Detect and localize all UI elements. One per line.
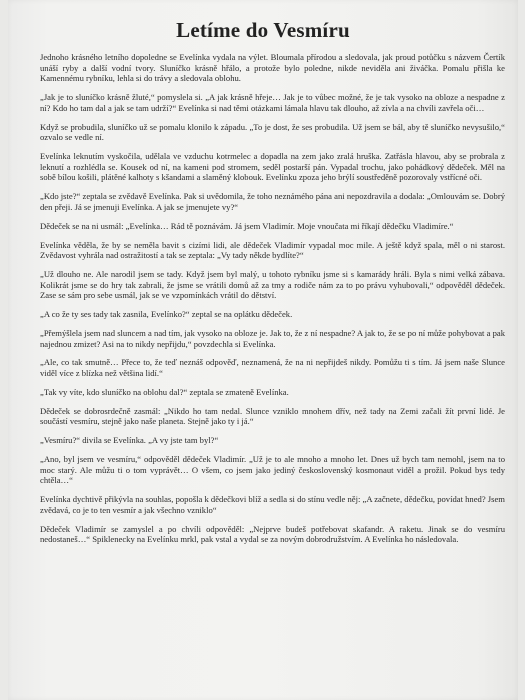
- paragraph: „Ano, byl jsem ve vesmíru,“ odpověděl dědeček Vladimír. „Už je to ale mnoho a mnoho let. Dnes už bych tam nemohl, jsem na to moc starý. Ale můžu ti o tom vyprávět… O všem, co jsem jako jediný československý kosmonaut viděl a prožil. Pokud bys tedy chtěla…“: [40, 454, 505, 486]
- page-sheet: [8, 0, 518, 700]
- paragraph: „Tak vy víte, kdo sluníčko na oblohu dal?“ zeptala se zmateně Evelínka.: [40, 386, 289, 397]
- story-body: [40, 52, 505, 553]
- paragraph: „Vesmíru?“ divila se Evelínka. „A vy jste tam byl?“: [40, 435, 219, 446]
- paragraph: Dědeček se na ni usmál: „Evelínka… Rád tě poznávám. Já jsem Vladimír. Moje vnoučata mi říkají dědečku Vladimíre.“: [40, 220, 454, 231]
- paragraph: „Přemýšlela jsem nad sluncem a nad tím, jak vysoko na obloze je. Jak to, že z ní nespadne? A jak to, že se po ní může pohybovat a pak najednou zmizet? Asi na to nikdy nepřijdu,“ povzdechla si Evelínka.: [40, 327, 505, 349]
- paragraph: „Už dlouho ne. Ale narodil jsem se tady. Když jsem byl malý, u tohoto rybníku jsme si s kamarády hráli. Byla s nimi velká zábava. Kolikrát jsme se do hry tak zabrali, že jsme se vrátili domů až za tmy a rodiče nám za to po právu vyhubovali,“ odpověděl dědeček. Zase se sám pro sebe usmál, jak se ve vzpomínkách vrátil do dětství.: [40, 268, 505, 301]
- paragraph: „Jak je to sluníčko krásně žluté,“ pomyslela si. „A jak krásně hřeje… Jak je to vůbec možné, že je tak vysoko na obloze a nespadne z ní? Kdo ho tam dal a jak se tam udrží?“ Evelínka si nad těmi otázkami lámala hlavu tak dlouho, až zívla a na chvíli zavřela oči…: [40, 92, 505, 113]
- paragraph: Jednoho krásného letního dopoledne se Evelínka vydala na výlet. Bloumala přírodou a sledovala, jak proud potůčku s názvem Čertík unáší ryby a další vodní tvory. Sluníčko krásně hřálo, a protože bylo poledne, nikde neviděla ani živáčka. Pomalu přišla ke Kamennému rybníku, lehla si do trávy a sledovala oblohu.: [40, 52, 505, 84]
- paragraph: Evelínka leknutím vyskočila, udělala ve vzduchu kotrmelec a dopadla na zem jako zralá hruška. Zatřásla hlavou, aby se probrala z leknutí a rozhlédla se. Kousek od ní, na kameni pod stromem, seděl postarší pán. Vypadal trochu, jako pohádkový dědeček. Měl na sobě bílou košili, plátěné kalhoty s kšandami a slaměný klobouk. Evelínku zpoza jeho brýlí soustředěně pozorovaly vstřícné oči.: [40, 151, 505, 183]
- paragraph: Když se probudila, sluníčko už se pomalu klonilo k západu. „To je dost, že ses probudila. Už jsem se bál, aby tě sluníčko nevysušilo,“ ozvalo se vedle ní.: [40, 121, 505, 143]
- paragraph: Evelínka věděla, že by se neměla bavit s cizími lidi, ale dědeček Vladimír vypadal moc mile. A ještě když spala, měl o ni starost. Zvědavost vyhrála nad ostražitostí a tak se zeptala: „Vy tady někde bydlíte?“: [40, 239, 505, 261]
- paragraph: „Kdo jste?“ zeptala se zvědavě Evelínka. Pak si uvědomila, že toho neznámého pána ani nepozdravila a dodala: „Omlouvám se. Dobrý den přeji. Já se jmenuji Evelínka. A jak se jmenujete vy?“: [40, 191, 505, 212]
- paragraph: „Ale, co tak smutně… Přece to, že teď neznáš odpověď, neznamená, že na ni nepřijdeš nikdy. Pomůžu ti s tím. Já jsem naše Slunce viděl více z blízka než většina lidí.“: [40, 357, 505, 379]
- paragraph: Evelínka dychtivě přikývla na souhlas, popošla k dědečkovi blíž a sedla si do stínu vedle něj: „A začnete, dědečku, povídat hned? Jsem zvědavá, co je to ten vesmír a jak všechno vzniklo“: [40, 494, 505, 515]
- paragraph: Dědeček Vladimír se zamyslel a po chvíli odpověděl: „Nejprve budeš potřebovat skafandr. A raketu. Jinak se do vesmíru nedostaneš…“ Spiklenecky na Evelínku mrkl, pak vstal a vydal se za novým dobrodružstvím. A Evelínka ho následovala.: [40, 523, 505, 545]
- paragraph: „A co že ty ses tady tak zasnila, Evelínko?“ zeptal se na oplátku dědeček.: [40, 309, 293, 320]
- page-title: Letíme do Vesmíru: [176, 18, 350, 42]
- paragraph: Dědeček se dobrosrdečně zasmál: „Nikdo ho tam nedal. Slunce vzniklo mnohem dřív, než tady na Zemi začali žít první lidé. Je součástí vesmíru, stejně jako naše planeta. Stejně jako ty i já.“: [40, 405, 505, 427]
